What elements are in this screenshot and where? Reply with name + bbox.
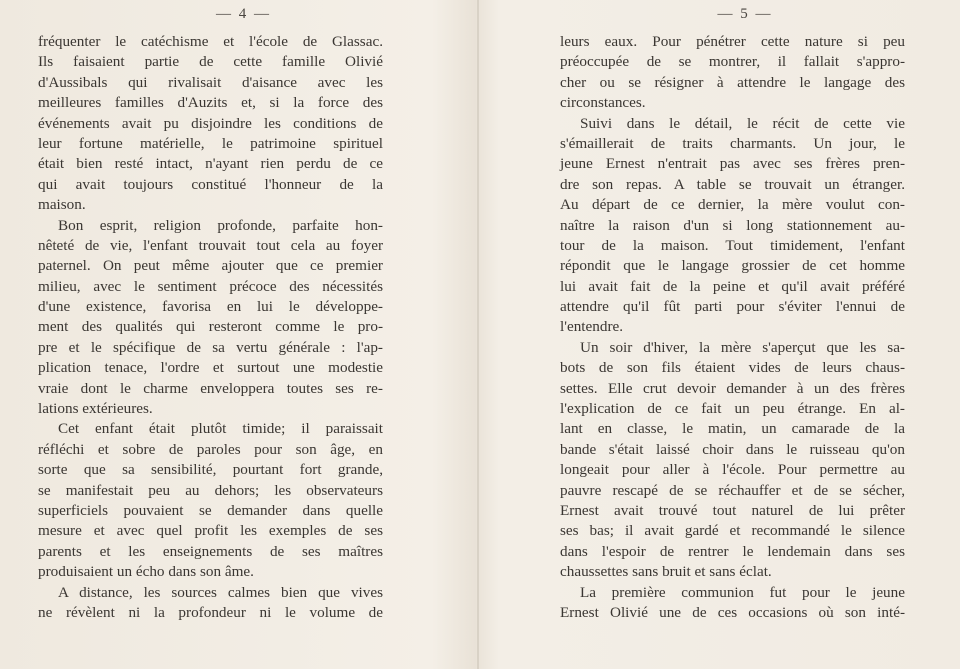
- page-number: — 5 —: [717, 6, 773, 22]
- text-line: vraie dont le charme enveloppera toutes ses re-: [38, 379, 383, 397]
- text-line: settes. Elle crut devoir demander à un des frères: [560, 379, 905, 397]
- text-line: jeune Ernest n'entrait pas avec ses frères pren-: [560, 155, 905, 173]
- text-line: fréquenter le catéchisme et l'école de Glassac.: [38, 33, 383, 50]
- text-line: La première communion fut pour le jeune: [580, 583, 905, 601]
- text-line: réfléchi et sobre de paroles pour son âge, en: [38, 440, 383, 458]
- text-line: produisaient un écho dans son âme.: [38, 563, 254, 581]
- text-line: pre et le spécifique de sa vertu générale : l'ap-: [38, 338, 383, 356]
- left-page: [0, 0, 477, 669]
- text-line: lui avait fait de la peine et qu'il avait préféré: [560, 277, 905, 295]
- text-line: ment des qualités qui resteront comme le pro-: [38, 318, 383, 336]
- text-line: l'entendre.: [560, 318, 624, 336]
- text-line: préoccupée de se montrer, il fallait s'appro-: [560, 53, 905, 71]
- right-page: [480, 0, 960, 669]
- text-line: pauvre rescapé de se réchauffer et de se sécher,: [560, 481, 905, 499]
- book-gutter: [477, 0, 479, 669]
- text-line: Ernest Olivié une de ces occasions où son inté-: [560, 603, 905, 621]
- text-line: nêteté de vie, l'enfant trouvait tout cela au foyer: [38, 236, 383, 254]
- text-line: chaussettes sans bruit et sans éclat.: [560, 563, 772, 581]
- text-line: était bien resté intact, n'ayant rien perdu de ce: [38, 155, 383, 173]
- text-line: dre son repas. A table se trouvait un étranger.: [560, 175, 905, 193]
- text-line: parents et les enseignements de ses maîtres: [38, 542, 383, 560]
- text-line: s'émaillerait de traits charmants. Un jour, le: [560, 134, 905, 152]
- text-line: Ernest avait trouvé tout naturel de lui prêter: [560, 501, 905, 519]
- page-text: [560, 32, 905, 623]
- text-line: répondit que le langage grossier de cet homme: [560, 257, 905, 275]
- text-line: longeait pour aller à l'école. Pour permettre au: [560, 461, 905, 479]
- text-line: événements avait pu disjoindre les conditions de: [38, 114, 383, 132]
- text-line: d'Aussibals qui rivalisait d'aisance avec les: [38, 73, 383, 91]
- text-line: se manifestait peu au dehors; les observateurs: [38, 481, 383, 499]
- text-line: sorte que sa sensibilité, pourtant fort grande,: [38, 461, 383, 479]
- text-line: mesure et avec quel profit les exemples de ses: [38, 522, 383, 540]
- text-line: Au départ de ce dernier, la mère voulut con-: [560, 196, 905, 214]
- text-line: qui avait toujours constitué l'honneur de la: [38, 175, 383, 193]
- text-line: lant en classe, le matin, un camarade de la: [560, 420, 905, 438]
- text-line: circonstances.: [560, 94, 646, 112]
- text-line: naître la raison d'un si long stationnement au-: [560, 216, 905, 234]
- text-line: Cet enfant était plutôt timide; il paraissait: [58, 420, 383, 438]
- text-line: maison.: [38, 196, 86, 214]
- text-line: Suivi dans le détail, le récit de cette vie: [580, 114, 905, 132]
- text-line: superficiels pouvaient se demander dans quelle: [38, 501, 383, 519]
- text-line: ses bas; il avait gardé et recommandé le silence: [560, 522, 905, 540]
- text-line: milieu, avec le sentiment précoce des nécessités: [38, 277, 383, 295]
- text-line: l'explication de ce fait un peu étrange. En al-: [560, 400, 905, 418]
- text-line: attendre qu'il fût parti pour s'éviter l'ennui de: [560, 298, 905, 316]
- text-line: cher ou se résigner à attendre le langage des: [560, 73, 905, 91]
- text-line: Ils faisaient partie de cette famille Olivié: [38, 53, 383, 71]
- text-line: plication tenace, l'ordre et surtout une modestie: [38, 359, 383, 377]
- text-line: d'une existence, favorisa en lui le développe-: [38, 298, 383, 316]
- text-line: leurs eaux. Pour pénétrer cette nature si peu: [560, 33, 905, 50]
- text-line: leur fortune matérielle, le patrimoine spirituel: [38, 134, 383, 152]
- text-line: Un soir d'hiver, la mère s'aperçut que les sa-: [580, 338, 905, 356]
- text-line: ne révèlent ni la profondeur ni le volume de: [38, 603, 383, 621]
- page-text: [38, 32, 383, 623]
- text-line: A distance, les sources calmes bien que vives: [58, 583, 383, 601]
- text-line: meilleures familles d'Auzits et, si la force des: [38, 94, 383, 112]
- text-line: paternel. On peut même ajouter que ce premier: [38, 257, 383, 275]
- page-number: — 4 —: [216, 6, 271, 22]
- text-line: Bon esprit, religion profonde, parfaite hon-: [58, 216, 383, 234]
- text-line: lations extérieures.: [38, 400, 153, 418]
- text-line: bots de son fils étaient vides de leurs chaus-: [560, 359, 905, 377]
- text-line: tour de la maison. Tout timidement, l'enfant: [560, 236, 905, 254]
- text-line: dans l'espoir de rentrer le lendemain dans ses: [560, 542, 905, 560]
- text-line: bande s'était laissé choir dans le ruisseau qu'on: [560, 440, 905, 458]
